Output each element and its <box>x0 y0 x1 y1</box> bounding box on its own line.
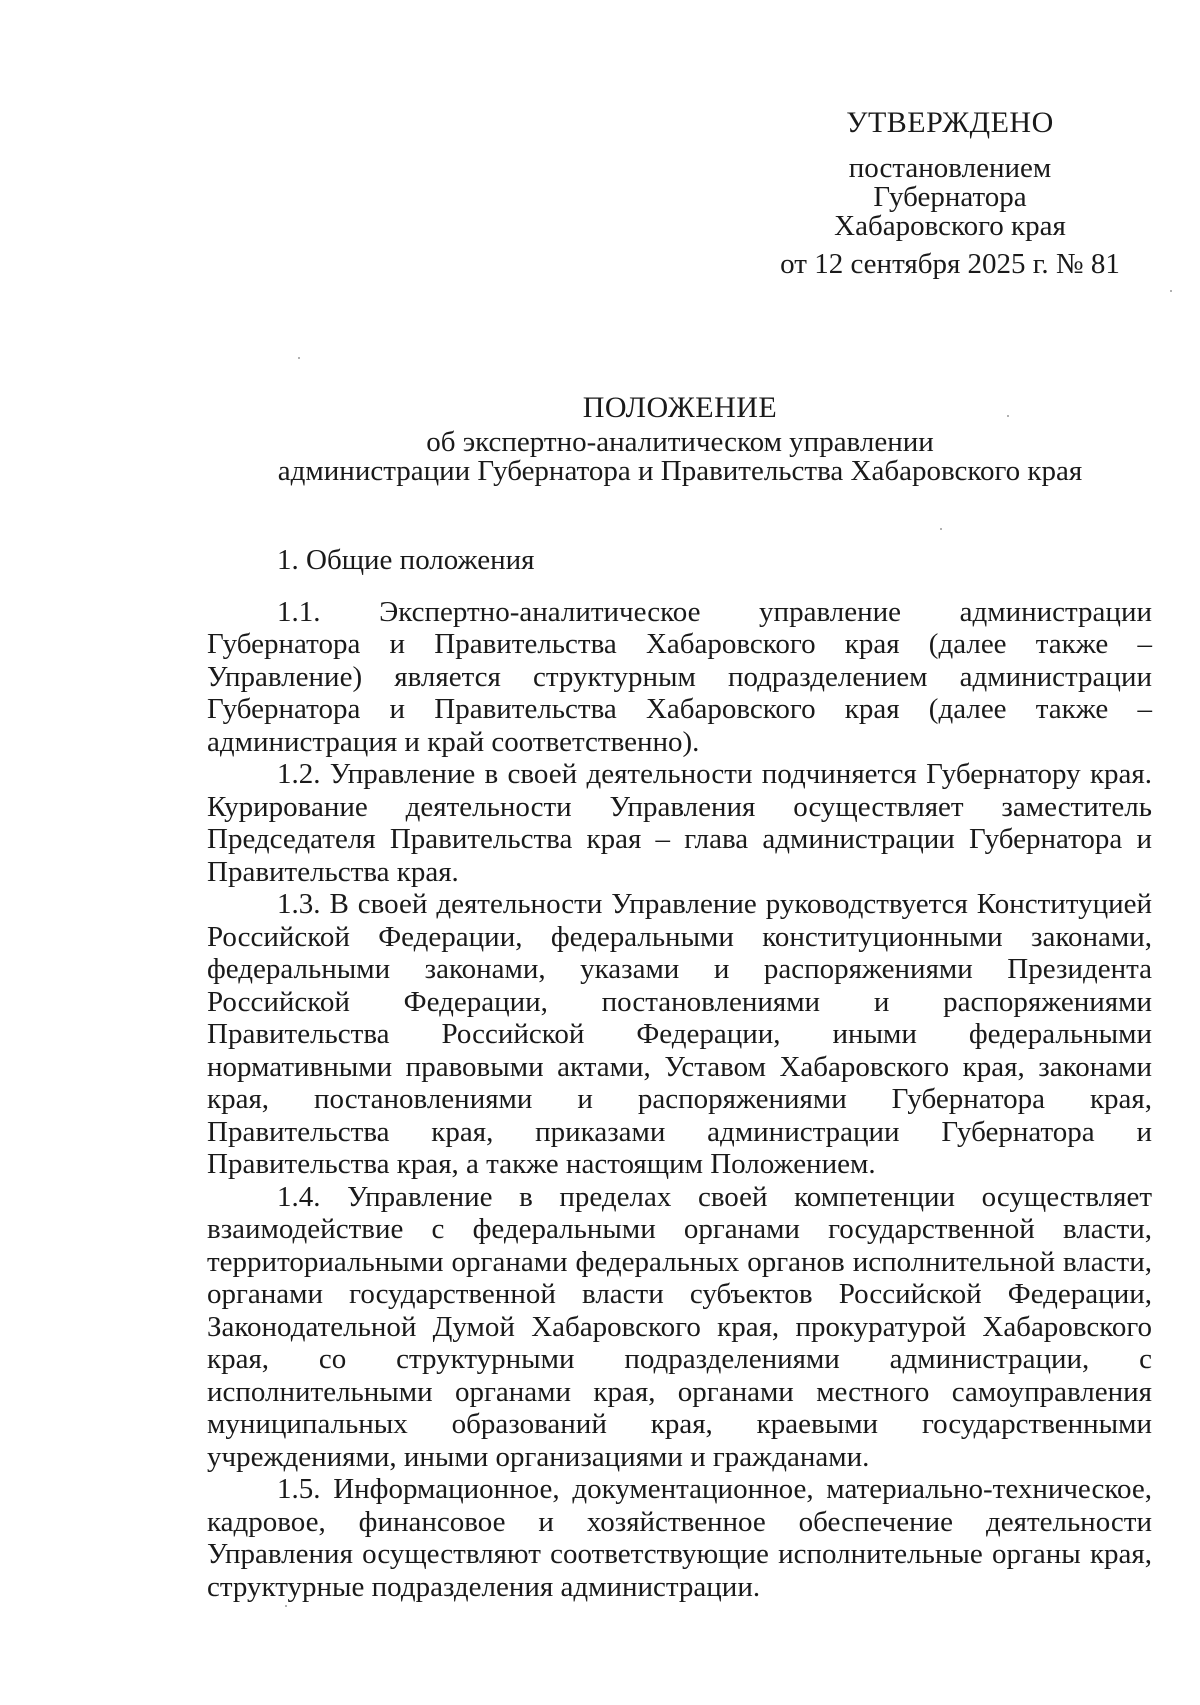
document-body <box>207 544 1152 1603</box>
scan-speck <box>1007 415 1009 417</box>
document-title-block <box>150 388 1200 486</box>
scan-speck <box>298 357 300 359</box>
approval-line-region: Хабаровского края <box>834 210 1066 242</box>
document-subtitle-line-1: об экспертно-аналитическом управлении <box>426 426 934 458</box>
scan-speck <box>940 528 942 530</box>
approval-line-governor: Губернатора <box>873 181 1027 213</box>
paragraph-1-1: 1.1. Экспертно-аналитическое управление администрации Губернатора и Правительства Хабаровского края (далее также – Управление) является структурным подразделением администрации Губернатора и Правительства Хабаровского края (далее также – администрация и край соответственно). <box>207 595 1152 758</box>
approval-stamp-block <box>760 108 1140 279</box>
scan-speck <box>1170 290 1172 292</box>
document-subtitle-line-2: администрации Губернатора и Правительства Хабаровского края <box>277 455 1083 487</box>
paragraph-1-3: 1.3. В своей деятельности Управление руководствуется Конституцией Российской Федерации, федеральными конституционными законами, федеральными законами, указами и распоряжениями Президента Российской Федерации, постановлениями и распоряжениями Правительства Российской Федерации, иными федеральными нормативными правовыми актами, Уставом Хабаровского края, законами края, постановлениями и распоряжениями Губернатора края, Правительства края, приказами администрации Губернатора и Правительства края, а также настоящим Положением. <box>207 888 1152 1180</box>
section-heading: 1. Общие положения <box>277 544 535 576</box>
document-title: ПОЛОЖЕНИЕ <box>582 391 778 424</box>
approved-heading: УТВЕРЖДЕНО <box>846 106 1054 139</box>
approval-line-resolution: постановлением <box>848 152 1052 184</box>
scan-speck <box>285 1605 287 1607</box>
paragraph-1-2: 1.2. Управление в своей деятельности подчиняется Губернатору края. Курирование деятельности Управления осуществляет заместитель Председателя Правительства края – глава администрации Губернатора и Правительства края. <box>207 758 1152 888</box>
paragraph-1-4: 1.4. Управление в пределах своей компетенции осуществляет взаимодействие с федеральными органами государственной власти, территориальными органами федеральных органов исполнительной власти, органами государственной власти субъектов Российской Федерации, Законодательной Думой Хабаровского края, прокуратурой Хабаровского края, со структурными подразделениями администрации, с исполнительными органами края, органами местного самоуправления муниципальных образований края, краевыми государственными учреждениями, иными организациями и гражданами. <box>207 1180 1152 1473</box>
paragraph-1-5: 1.5. Информационное, документационное, материально-техническое, кадровое, финансовое и хозяйственное обеспечение деятельности Управления осуществляют соответствующие исполнительные органы края, структурные подразделения администрации. <box>207 1473 1152 1603</box>
approval-date: от 12 сентября 2025 г. № 81 <box>780 248 1120 280</box>
